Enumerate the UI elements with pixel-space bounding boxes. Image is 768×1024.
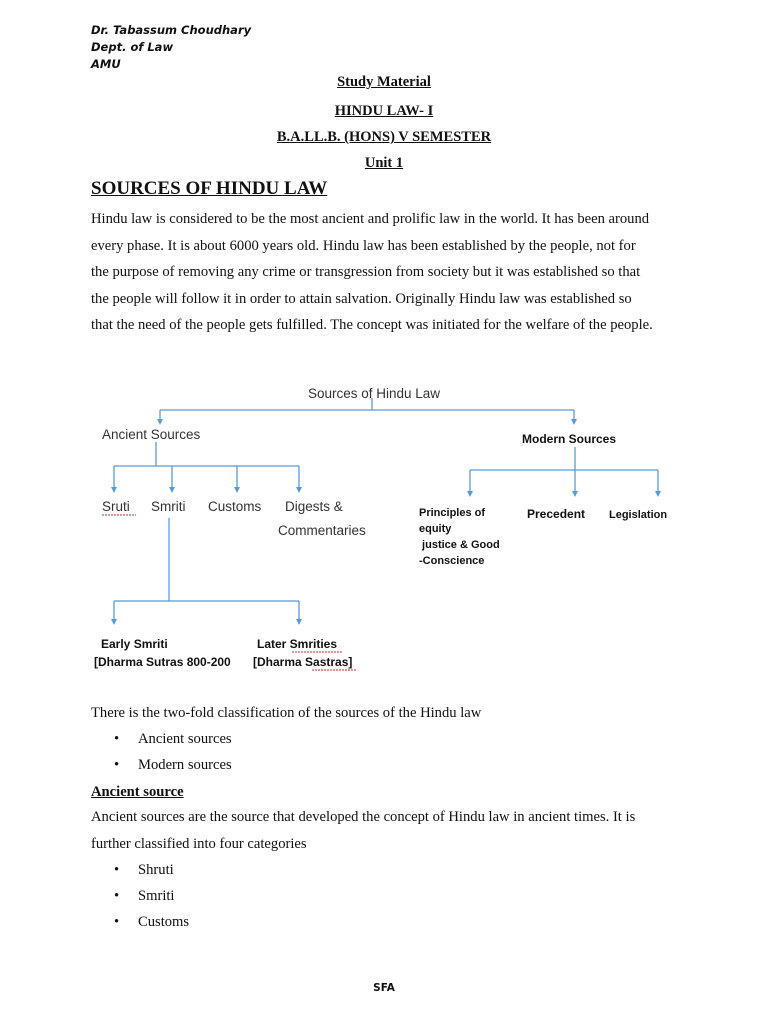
bullet-item (114, 757, 232, 774)
bullet-dot: • (114, 862, 120, 878)
diagram-arrowheads (111, 419, 661, 625)
diagram-modern: Modern Sources (522, 432, 617, 446)
doc-type-title: Study Material (337, 74, 431, 90)
ancient-line: Ancient sources are the source that developed the concept of Hindu law in ancient times. It is (91, 809, 636, 825)
bullet-text: Modern sources (138, 757, 232, 773)
diagram-node-principles-4: -Conscience (419, 555, 485, 567)
sources-diagram (0, 370, 768, 680)
ancient-source-heading: Ancient source (91, 784, 184, 800)
author-block (91, 22, 251, 73)
bullet-text: Smriti (138, 888, 175, 904)
course-title: HINDU LAW- I (334, 103, 434, 119)
diagram-root: Sources of Hindu Law (307, 386, 441, 401)
diagram-node-later-smrities: Later Smrities (257, 637, 338, 651)
classification-line: There is the two-fold classification of the sources of the Hindu law (91, 705, 482, 721)
bullet-text: Ancient sources (138, 731, 232, 747)
program-title: B.A.LL.B. (HONS) V SEMESTER (276, 129, 492, 145)
bullet-item (114, 731, 232, 748)
intro-line: Hindu law is considered to be the most ancient and prolific law in the world. It has been around (91, 211, 650, 227)
diagram-node-precedent: Precedent (527, 507, 586, 521)
diagram-ancient: Ancient Sources (102, 427, 201, 442)
bullet-item (114, 888, 175, 905)
bullet-item (114, 914, 189, 931)
page-footer: SFA (373, 982, 395, 994)
author-dept: Dept. of Law (91, 40, 174, 54)
bullet-dot: • (114, 914, 120, 930)
bullet-dot: • (114, 888, 120, 904)
intro-line: that the need of the people gets fulfilled. The concept was initiated for the welfare of the people. (91, 317, 653, 334)
diagram-node-sruti: Sruti (102, 499, 130, 514)
diagram-node-digests: Digests & (285, 499, 343, 514)
diagram-node-customs: Customs (208, 499, 262, 514)
bullet-text: Customs (138, 914, 190, 930)
author-university: AMU (91, 57, 121, 71)
bullet-item (114, 862, 174, 879)
diagram-node-commentaries: Commentaries (278, 523, 366, 538)
diagram-node-later-detail: [Dharma Sastras] (253, 655, 353, 669)
intro-line: the purpose of removing any crime or transgression from society but it was established so that (91, 264, 641, 281)
diagram-node-principles-2: equity (419, 523, 452, 535)
diagram-node-smriti: Smriti (151, 499, 186, 514)
unit-title: Unit 1 (364, 155, 404, 171)
ancient-line: further classified into four categories (91, 836, 307, 852)
diagram-node-principles-1: Principles of (419, 507, 486, 519)
intro-line: the people will follow it in order to attain salvation. Originally Hindu law was established so (91, 290, 632, 307)
bullet-text: Shruti (138, 862, 174, 878)
diagram-node-principles-3: justice & Good (419, 539, 500, 551)
intro-paragraph (91, 206, 683, 339)
bullet-dot: • (114, 757, 120, 773)
diagram-node-legislation: Legislation (609, 509, 668, 521)
diagram-node-early-detail: [Dharma Sutras 800-200 (94, 655, 231, 669)
bullet-dot: • (114, 731, 120, 747)
intro-line: every phase. It is about 6000 years old. Hindu law has been established by the people, not for (91, 237, 636, 254)
author-name: Dr. Tabassum Choudhary (91, 23, 252, 37)
diagram-node-early-smriti: Early Smriti (101, 637, 168, 651)
section-heading: SOURCES OF HINDU LAW (91, 178, 328, 199)
